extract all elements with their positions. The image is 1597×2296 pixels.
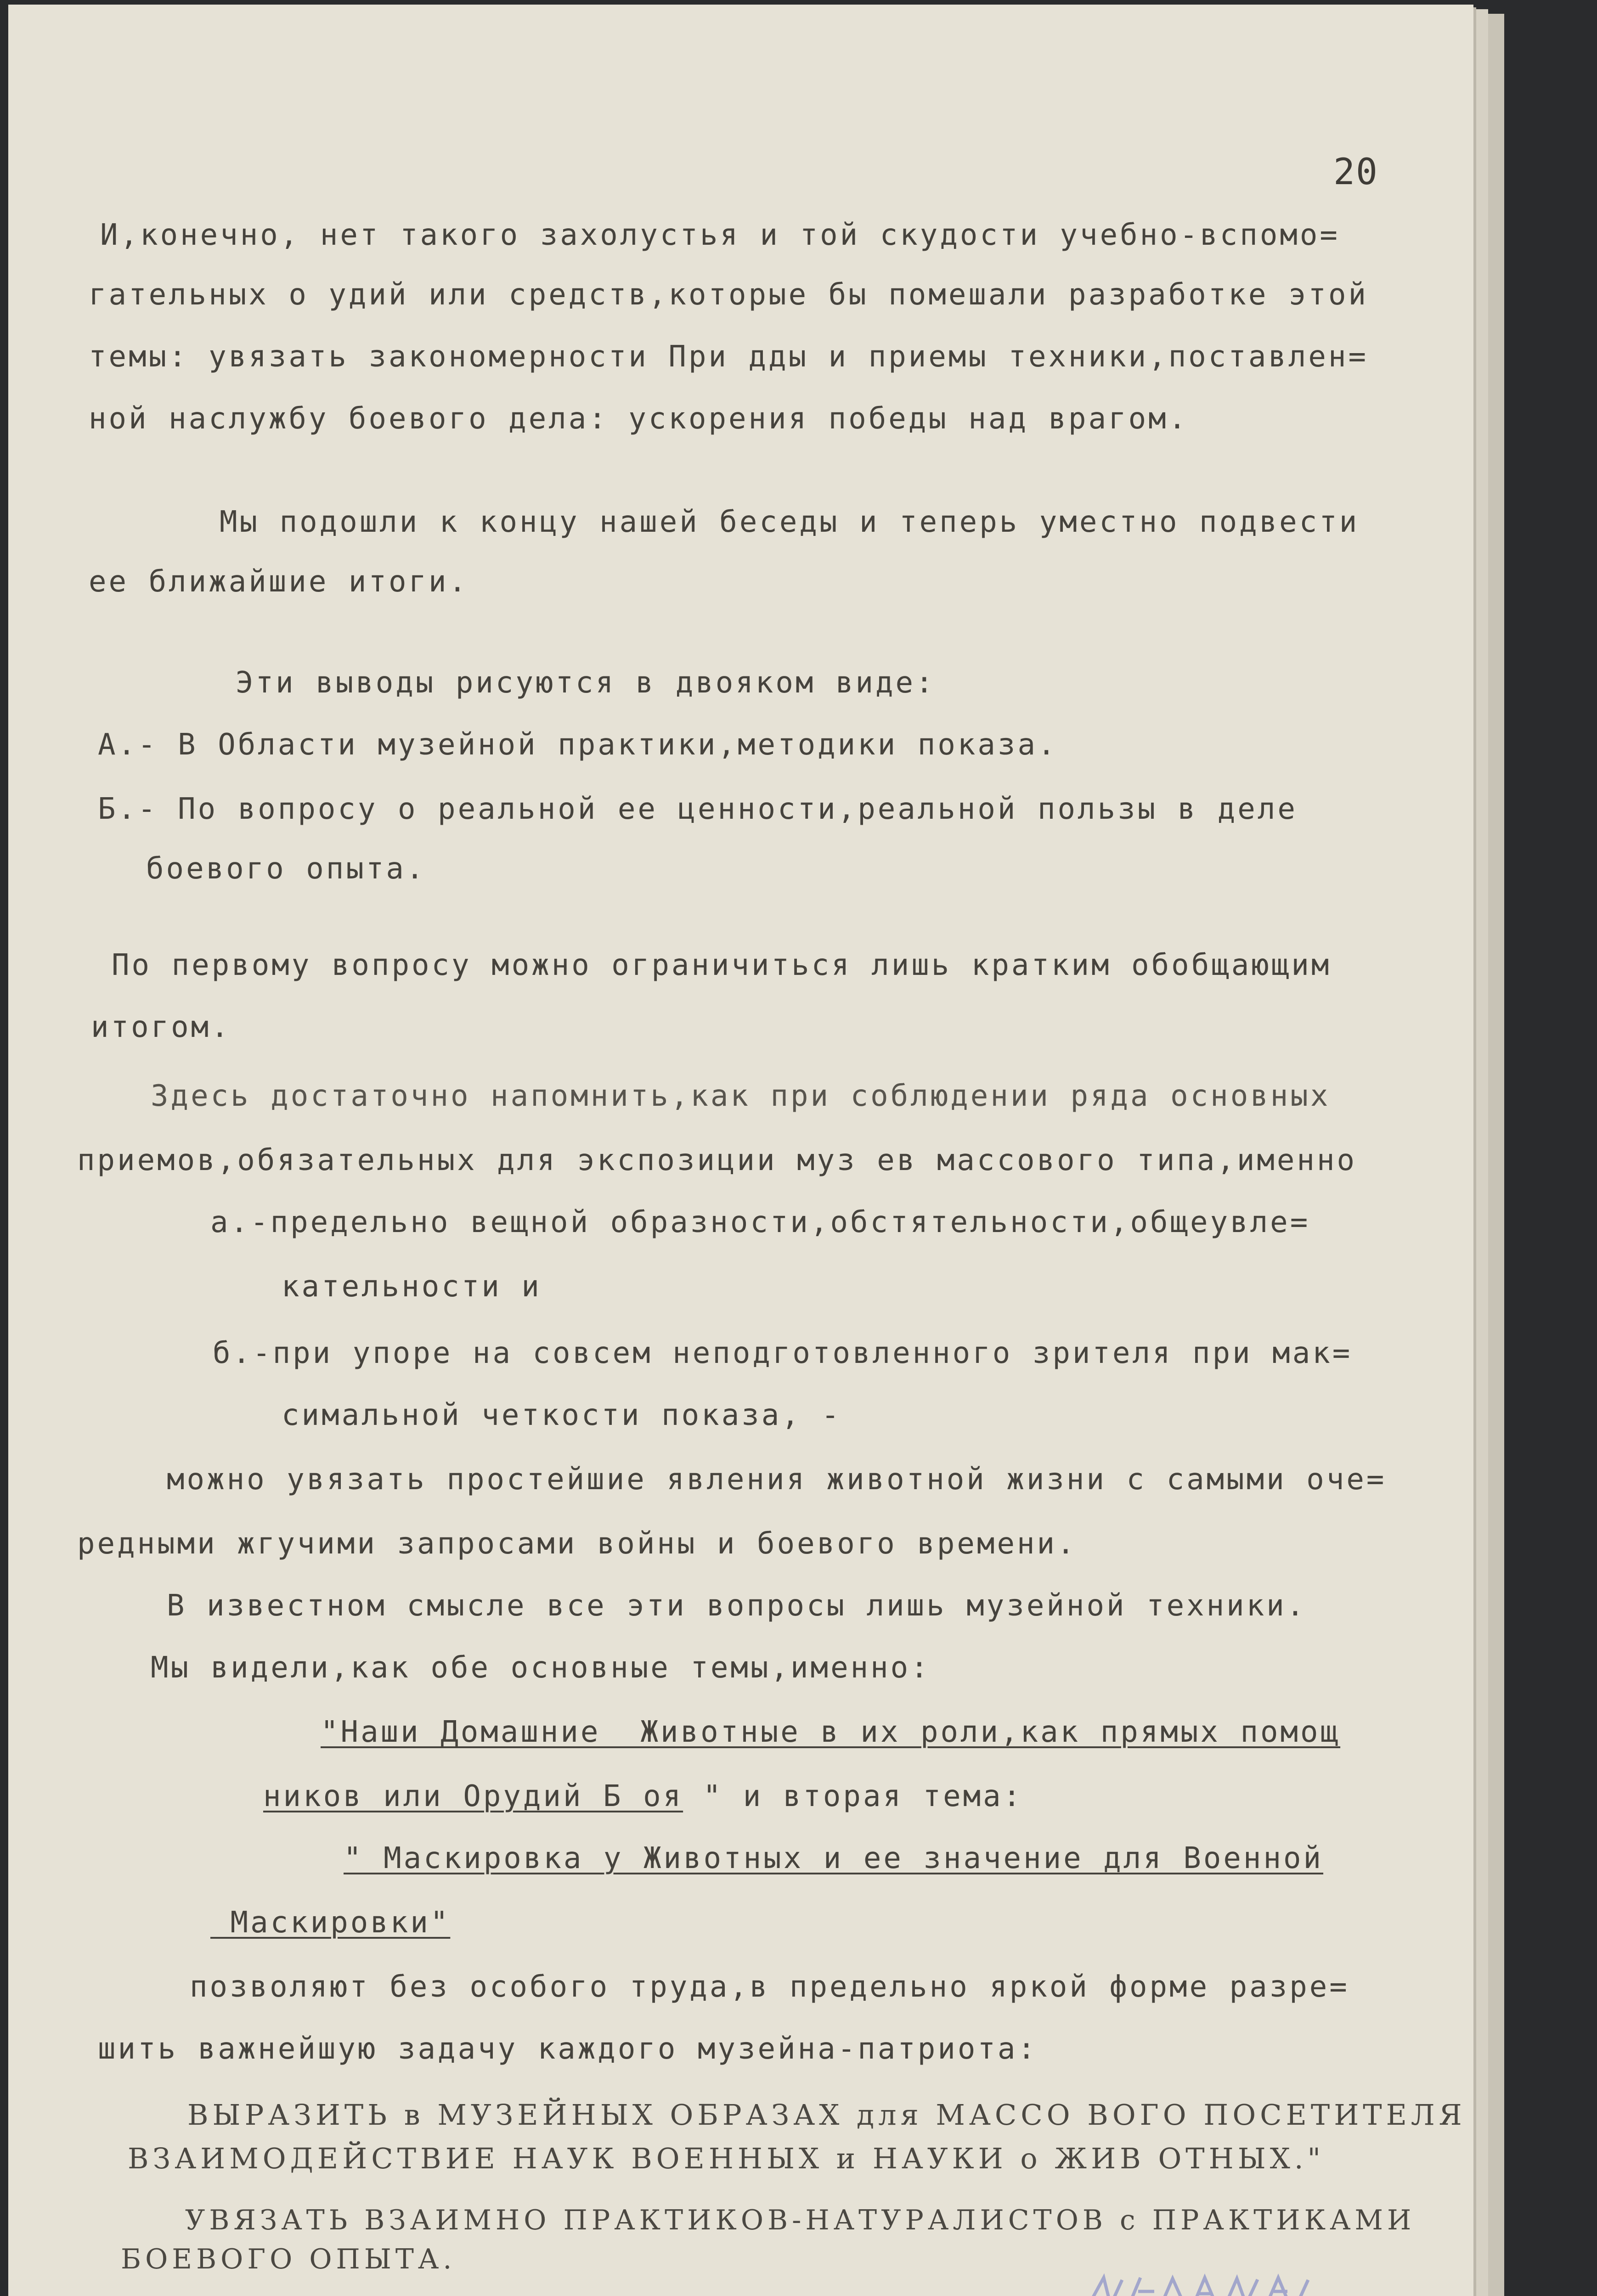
theme-title: ников или Орудий Б оя: [263, 1779, 683, 1813]
text-line: И,конечно, нет такого захолустья и той скудости учебно-вспомо=: [100, 218, 1340, 252]
statement-line: ВЗАИМОДЕЙСТВИЕ НАУК ВОЕННЫХ и НАУКИ о ЖИВ ОТНЫХ.": [128, 2142, 1325, 2175]
text-line: Эти выводы рисуются в двояком виде:: [236, 666, 936, 700]
theme-title: "Наши Домашние Животные в их роли,как прямых помо: [321, 1715, 1320, 1749]
theme-title: " Маскировка у Животных и ее значение для Военной: [344, 1841, 1324, 1875]
list-item: Б.- По вопросу о реальной ее ценности,реальной пользы в деле: [98, 792, 1298, 826]
text-line: можно увязать простейшие явления животной жизни с самыми оче=: [167, 1463, 1387, 1497]
theme-title: щ: [1320, 1715, 1341, 1749]
text-line: Мы подошли к концу нашей беседы и теперь уместно подвести: [220, 505, 1360, 539]
document-page: [8, 5, 1473, 2296]
list-item: А.- В Области музейной практики,методики показа.: [98, 728, 1058, 762]
text-line: шить важнейшую задачу каждого музейна-патриота:: [98, 2032, 1038, 2066]
list-item: симальной четкости показа, -: [282, 1398, 841, 1432]
text-line: редными жгучими запросами войны и боевого времени.: [77, 1527, 1077, 1561]
statement-line: УВЯЗАТЬ ВЗАИМНО ПРАКТИКОВ-НАТУРАЛИСТОВ с ПРАКТИКАМИ: [185, 2204, 1416, 2236]
theme-title-line: [210, 1906, 451, 1940]
text-line: Мы видели,как обе основные темы,именно:: [151, 1651, 931, 1685]
statement-line: БОЕВОГО ОПЫТА.: [121, 2243, 456, 2275]
text-line: гательных о удий или средств,которые бы помешали разработке этой: [89, 278, 1368, 312]
list-item: кательности и: [282, 1270, 542, 1304]
text-line: В известном смысле все эти вопросы лишь музейной техники.: [167, 1589, 1307, 1623]
theme-title-line: [321, 1717, 1340, 1747]
list-item: боевого опыта.: [146, 852, 426, 886]
list-item: а.-предельно вещной образности,обстятельности,общеувле=: [210, 1205, 1310, 1239]
text-fragment: " и вторая тема:: [683, 1779, 1023, 1813]
theme-title-line: [263, 1779, 1023, 1813]
statement-line: ВЫРАЗИТЬ в МУЗЕЙНЫХ ОБРАЗАХ для МАССО ВОГО ПОСЕТИТЕЛЯ: [187, 2098, 1466, 2132]
theme-title: Маскировки": [210, 1906, 451, 1940]
text-line: приемов,обязательных для экспозиции муз ев массового типа,именно: [77, 1143, 1357, 1177]
text-line: По первому вопросу можно ограничиться лишь кратким обобщающим: [112, 948, 1332, 982]
theme-title-line: [344, 1841, 1324, 1875]
text-line: Здесь достаточно напомнить,как при соблюдении ряда основных: [151, 1079, 1331, 1113]
text-line: итогом.: [91, 1010, 231, 1044]
archive-stamp: [1085, 2268, 1315, 2296]
text-line: ее ближайшие итоги.: [89, 565, 469, 599]
page-number: 20: [1333, 152, 1378, 193]
text-line: темы: увязать закономерности При дды и приемы техники,поставлен=: [89, 340, 1368, 374]
text-line: позволяют без особого труда,в предельно яркой форме разре=: [190, 1970, 1349, 2004]
text-line: ной наслужбу боевого дела: ускорения победы над врагом.: [89, 402, 1189, 436]
list-item: б.-при упоре на совсем неподготовленного зрителя при мак=: [213, 1336, 1353, 1370]
